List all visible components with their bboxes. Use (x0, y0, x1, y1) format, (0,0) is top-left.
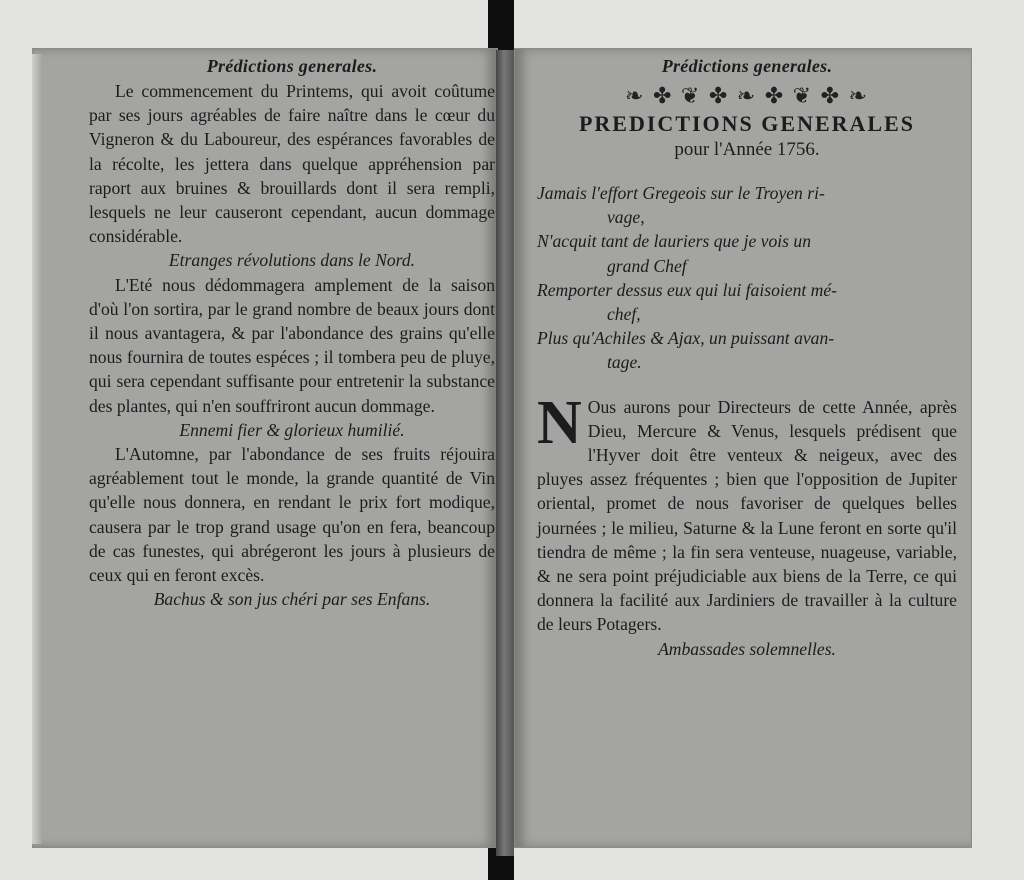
right-page (514, 48, 972, 848)
verse-line-cont: vage, (607, 207, 645, 228)
verse-line: Jamais l'effort Gregeois sur le Troyen ri- (537, 183, 825, 203)
book-gutter (496, 50, 514, 856)
right-page-text (537, 49, 957, 661)
spacer (537, 375, 957, 395)
verse-line-cont: tage. (607, 352, 642, 373)
verse-line: Plus qu'Achiles & Ajax, un puissant avan- (537, 328, 835, 349)
left-page-text (89, 49, 495, 611)
subhead-ambassades: Ambassades solemnelles. (658, 638, 836, 659)
paragraph-directeurs-body: Ous aurons pour Directeurs de cette Année, après Dieu, Mercure & Venus, lesquels prédisent que l'Hyver doit être venteux & neigeux, avec des pluyes assez fréquentes ; bien que l'opposition de Jupiter oriental, promet de nous favoriser de quelques belles journées ; le milieu, Saturne & la Lune feront en sorte qu'il tiendra de même ; la fin sera venteuse, nuageuse, variable, & ne sera point préjudiciable aux biens de la Terre, ce qui donnera la facilité aux Jardiniers de travailler à la culture de leurs Potagers. (537, 396, 957, 635)
subhead-ennemi: Ennemi fier & glorieux humilié. (179, 419, 405, 440)
verse-line: N'acquit tant de lauriers que je vois un (537, 231, 811, 252)
subhead-revolutions-nord: Etranges révolutions dans le Nord. (168, 250, 416, 271)
left-page-edge (32, 54, 42, 844)
main-title: PREDICTIONS GENERALES (578, 111, 915, 136)
left-running-head: Prédictions generales. (206, 56, 378, 76)
ornament-band: ❧ ✤ ❦ ✤ ❧ ✤ ❦ ✤ ❧ (625, 83, 869, 108)
verse-line-cont: grand Chef (607, 255, 687, 276)
verse-line-cont: chef, (607, 304, 641, 325)
year-line: pour l'Année 1756. (674, 139, 820, 160)
left-page (32, 48, 498, 848)
right-running-head: Prédictions generales. (661, 56, 833, 76)
verse-block (537, 181, 957, 375)
paragraph-ete: L'Eté nous dédommagera amplement de la saison d'où l'on sortira, par le grand nombre de beaux jours dont il nous avantagera, & par l'abondance des grains qu'elle nous fournira de toutes espéces ; il tombera peu de pluye, qui sera cependant suffisante pour entretenir la substance des plantes, qui n'en souffriront aucun dommage. (89, 274, 495, 416)
subhead-bachus: Bachus & son jus chéri par ses Enfans. (153, 589, 431, 610)
verse-line: Remporter dessus eux qui lui faisoient mé- (537, 279, 838, 300)
paragraph-printemps: Le commencement du Printems, qui avoit coûtume par ses jours agréables de faire naître dans le cœur du Vigneron & du Laboureur, des espérances favorables de la récolte, les jettera dans quelque appréhension par raport aux bruines & brouillards dont il sera rempli, lesquels ne leur causeront cependant, aucun dommage considérable. (89, 81, 495, 247)
drop-cap: N (537, 388, 582, 457)
paragraph-automne: L'Automne, par l'abondance de ses fruits réjouira agréablement tout le monde, la grande quantité de Vin qu'elle nous donnera, en rendant le prix fort modique, causera par le trop grand usage qu'on en fera, beancoup de cas funestes, qui abrégeront les jours à plusieurs de ceux qui en feront excès. (89, 444, 495, 586)
paragraph-directeurs (537, 388, 957, 637)
